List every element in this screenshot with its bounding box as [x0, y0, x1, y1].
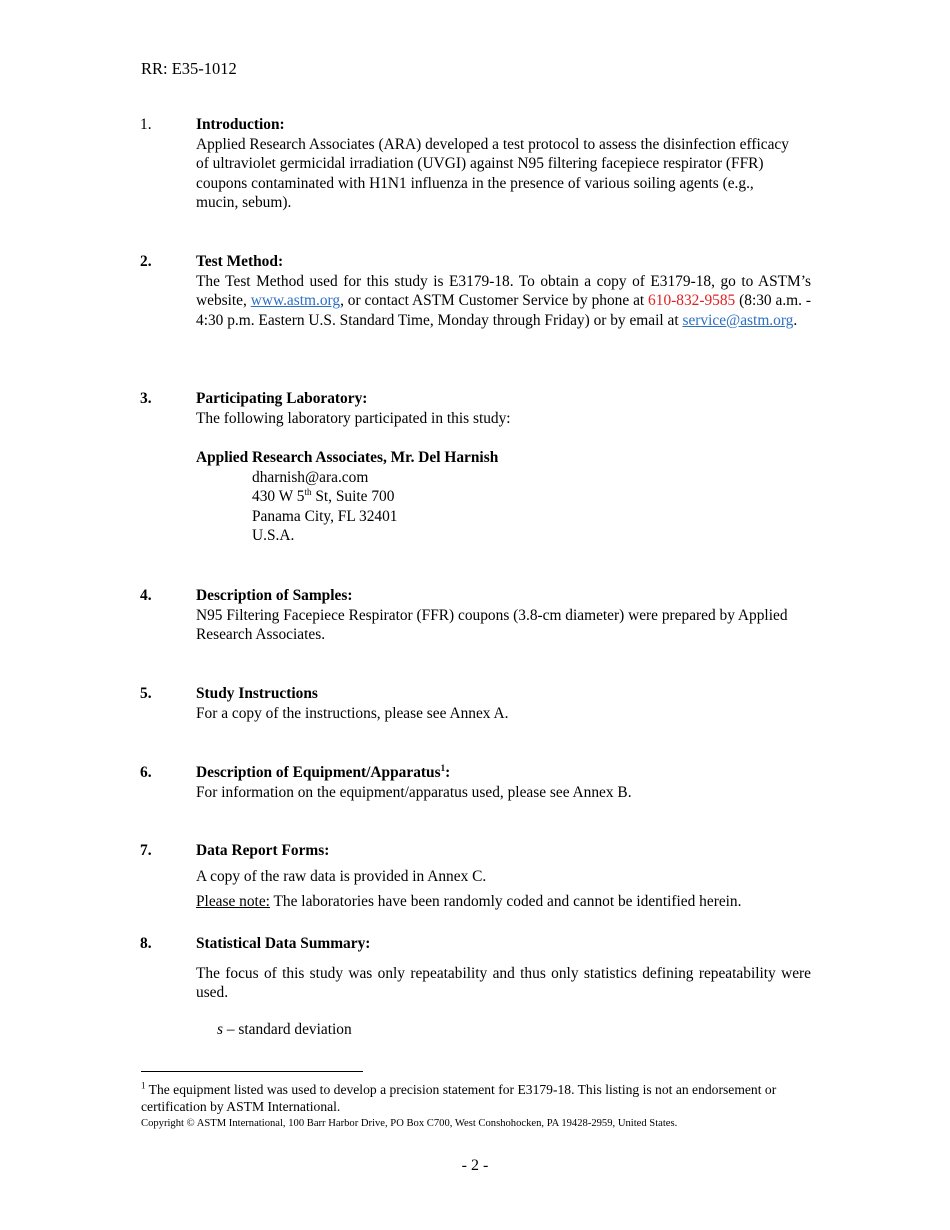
section-2-number: 2. — [140, 253, 152, 270]
section-2 — [196, 252, 811, 330]
note-label: Please note: — [196, 893, 270, 911]
footnote — [141, 1081, 801, 1115]
lab-address-rest: St, Suite 700 — [311, 488, 395, 506]
section-8 — [196, 934, 811, 1039]
section-2-title: Test Method: — [196, 253, 284, 270]
page-number: - 2 - — [461, 1157, 489, 1174]
report-reference: RR: E35-1012 — [141, 59, 237, 78]
section-1-title: Introduction: — [196, 116, 285, 133]
section-3-title: Participating Laboratory: — [196, 390, 368, 407]
section-4-body: N95 Filtering Facepiece Respirator (FFR) coupons (3.8-cm diameter) were prepared by Applied Research Associates. — [196, 606, 788, 644]
section-6 — [196, 763, 811, 802]
section-2-text-2: , or contact ASTM Customer Service by phone at — [340, 292, 649, 310]
lab-address-ordinal: th — [304, 487, 312, 498]
section-6-body: For information on the equipment/apparatus used, please see Annex B. — [196, 783, 632, 801]
section-4 — [196, 586, 811, 645]
section-7-note — [196, 892, 811, 912]
section-6-title-colon: : — [445, 764, 451, 781]
section-6-title — [196, 763, 811, 783]
section-1 — [196, 115, 811, 213]
section-6-title-text: Description of Equipment/Apparatus — [196, 764, 441, 781]
lab-country: U.S.A. — [252, 527, 295, 545]
lab-city: Panama City, FL 32401 — [252, 507, 398, 525]
statistic-symbol: s — [217, 1020, 223, 1038]
section-2-text-1: The Test Method used for this study is E3179-18. To obtain a copy of E3179-18, go to ASTM’s website, — [196, 272, 811, 310]
lab-email: dharnish@ara.com — [252, 468, 369, 486]
astm-website-link[interactable]: www.astm.org — [250, 292, 341, 310]
lab-address-number: 430 W 5 — [252, 488, 305, 506]
footnote-mark: 1 — [141, 1080, 146, 1091]
copyright-notice: Copyright © ASTM International, 100 Barr Harbor Drive, PO Box C700, West Conshohocken, PA 19428-2959, United States. — [141, 1118, 678, 1129]
section-4-number: 4. — [140, 587, 152, 604]
section-5-body: For a copy of the instructions, please see Annex A. — [196, 704, 509, 722]
section-7-body: A copy of the raw data is provided in Annex C. — [196, 867, 487, 885]
section-1-body: Applied Research Associates (ARA) developed a test protocol to assess the disinfection efficacy of ultraviolet germicidal irradiation (UVGI) against N95 filtering facepiece respirator (FFR) coupons contaminated with H1N1 influenza in the presence of various soiling agents (e.g., mucin, sebum). — [196, 135, 789, 212]
section-5-number: 5. — [140, 685, 152, 702]
lab-name: Applied Research Associates, Mr. Del Harnish — [196, 449, 499, 466]
footnote-reference: 1 — [440, 762, 446, 773]
section-3-body: The following laboratory participated in this study: — [196, 409, 511, 427]
section-3 — [196, 389, 811, 428]
statistic-description: – standard deviation — [223, 1020, 352, 1038]
section-7 — [196, 841, 811, 912]
section-8-number: 8. — [140, 935, 152, 952]
lab-contact-block — [196, 448, 811, 546]
section-5 — [196, 684, 811, 723]
lab-address — [196, 487, 811, 507]
section-7-title: Data Report Forms: — [196, 842, 330, 859]
section-2-text-3: (8:30 a.m. - 4:30 p.m. Eastern U.S. Standard Time, Monday through Friday) or by email at — [196, 292, 811, 329]
astm-email-link[interactable]: service@astm.org — [682, 311, 794, 329]
footnote-divider — [141, 1071, 363, 1072]
note-text: The laboratories have been randomly coded and cannot be identified herein. — [269, 893, 742, 911]
astm-phone-number: 610-832-9585 — [648, 292, 736, 310]
section-6-number: 6. — [140, 764, 152, 781]
statistic-definition — [196, 1020, 811, 1040]
section-8-title: Statistical Data Summary: — [196, 935, 371, 952]
section-7-number: 7. — [140, 842, 152, 859]
section-4-title: Description of Samples: — [196, 587, 353, 604]
section-3-number: 3. — [140, 390, 152, 407]
footnote-text: The equipment listed was used to develop a precision statement for E3179-18. This listing is not an endorsement or certification by ASTM International. — [141, 1082, 777, 1114]
section-8-body: The focus of this study was only repeatability and thus only statistics defining repeatability were used. — [196, 964, 811, 1002]
section-5-title: Study Instructions — [196, 685, 318, 702]
section-2-body — [196, 272, 811, 331]
section-1-number: 1. — [140, 116, 152, 133]
section-2-text-4: . — [793, 311, 798, 329]
